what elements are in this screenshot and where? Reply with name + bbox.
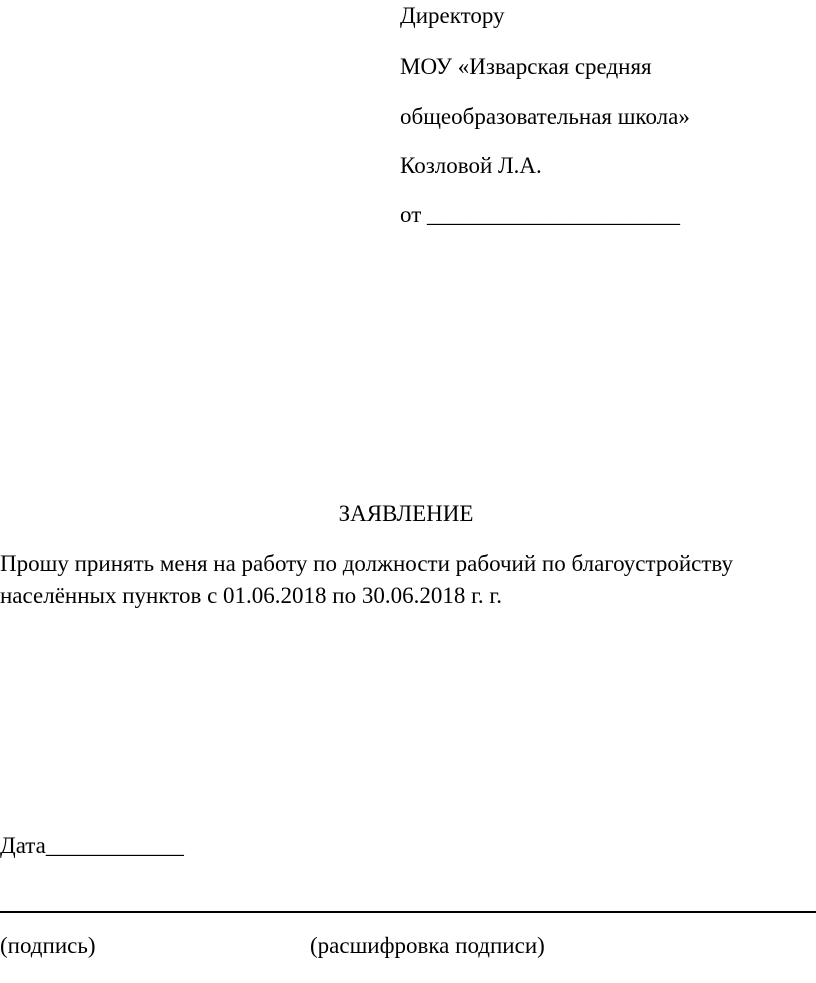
signature-line <box>0 911 816 913</box>
application-body <box>0 548 816 612</box>
addressee-name: Козловой Л.А. <box>400 153 542 178</box>
addressee-organization-cont: общеобразовательная школа» <box>400 104 690 129</box>
body-line-1: Прошу принять меня на работу по должности рабочий по благоустройству <box>0 551 733 576</box>
date-field: Дата____________ <box>0 833 184 858</box>
body-line-2: населённых пунктов с 01.06.2018 по 30.06.2018 г. г. <box>0 583 503 608</box>
signature-label: (подпись) <box>0 933 96 958</box>
document-title-wrapper <box>0 500 816 528</box>
document-title: ЗАЯВЛЕНИЕ <box>338 501 474 526</box>
addressee-position: Директору <box>400 3 505 28</box>
addressee-organization: МОУ «Изварская средняя <box>400 54 652 79</box>
signature-decoding-label: (расшифровка подписи) <box>310 933 545 958</box>
sender-field: от ______________________ <box>400 202 680 227</box>
